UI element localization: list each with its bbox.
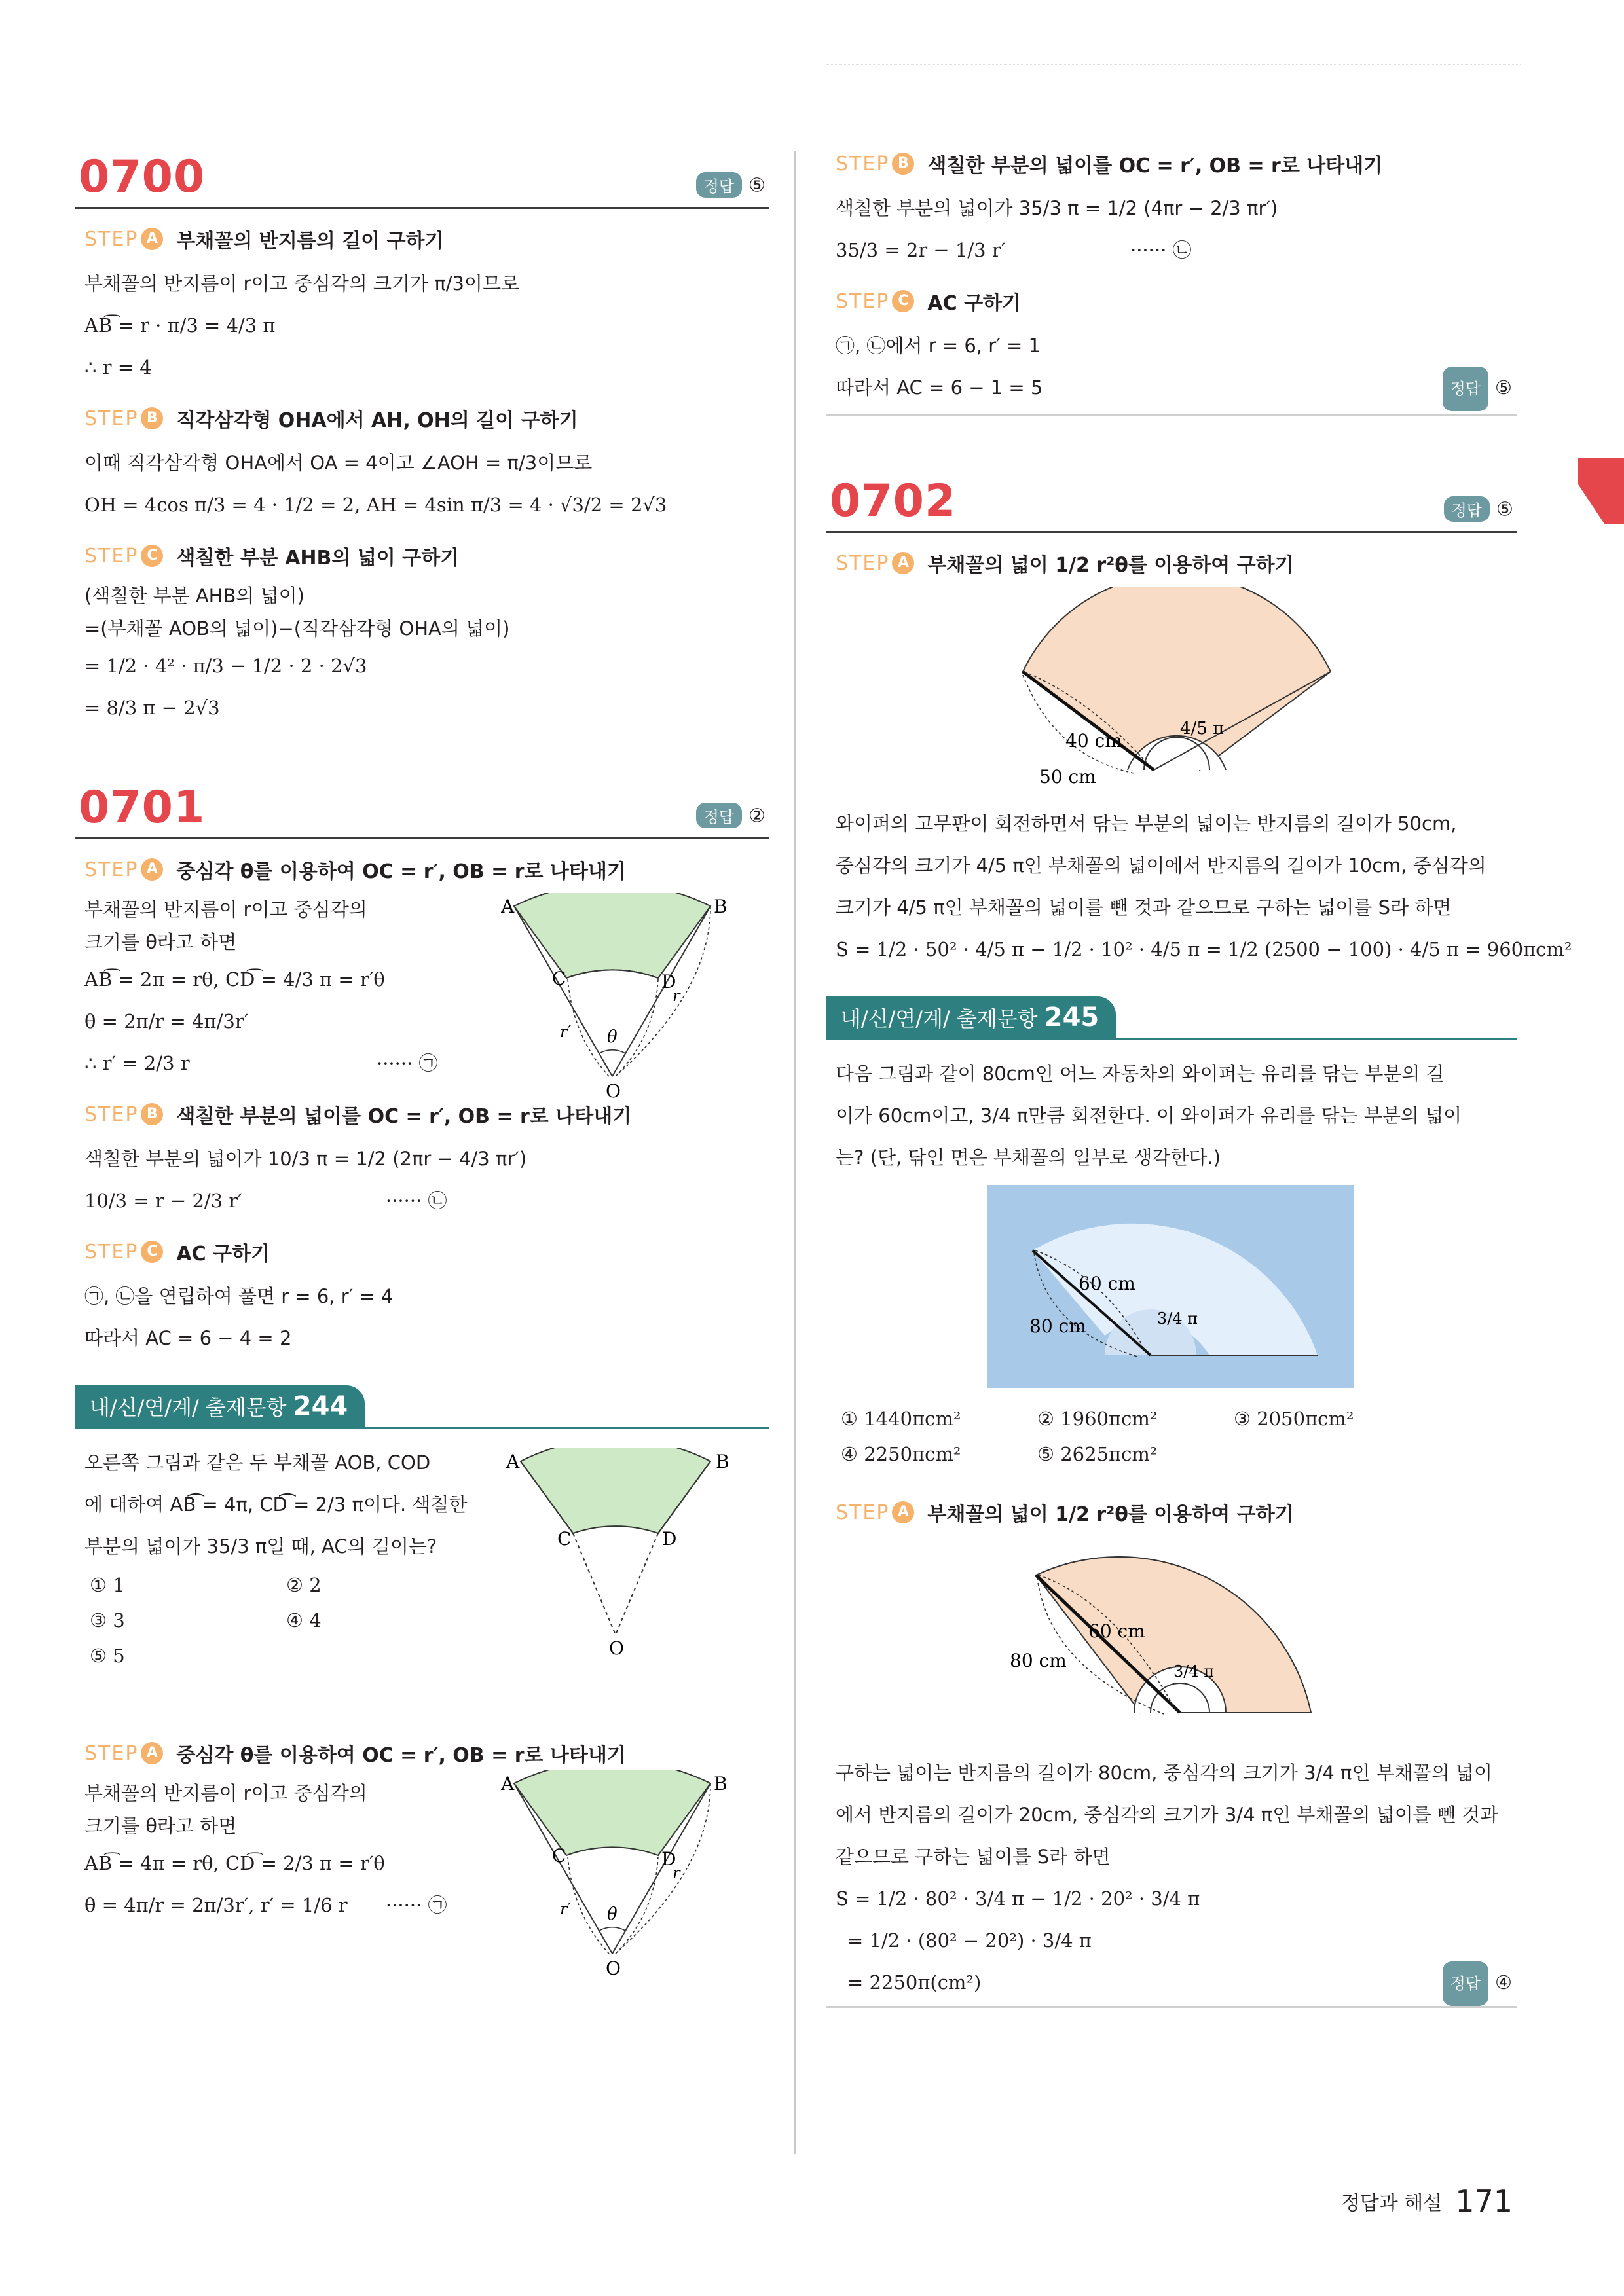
choice-5[interactable]: ⑤ 5 xyxy=(90,1645,125,1667)
sector-figure-244-solution xyxy=(501,1770,776,1986)
text-line: ㉠, ㉡에서 r = 6, r′ = 1 xyxy=(836,335,1041,357)
chapter-tab xyxy=(1578,458,1624,524)
step-letter: A xyxy=(141,228,163,250)
question-line: 오른쪽 그림과 같은 두 부채꼴 AOB, COD xyxy=(84,1451,431,1474)
text-line: 따라서 AC = 6 − 4 = 2 xyxy=(84,1327,292,1349)
text-line: 부채꼴의 반지름이 r이고 중심각의 xyxy=(84,898,367,920)
choice-5[interactable]: ⑤ 2625πcm² xyxy=(1037,1443,1158,1465)
step-a xyxy=(84,855,769,884)
equation-marker: ······ ㉠ xyxy=(377,1052,438,1074)
step-c xyxy=(84,541,769,570)
column-divider xyxy=(794,151,796,2154)
step-title: 직각삼각형 OHA에서 AH, OH의 길이 구하기 xyxy=(176,409,578,432)
question-244 xyxy=(75,1442,769,1723)
question-line: 는? (단, 닦인 면은 부채꼴의 일부로 생각한다.) xyxy=(836,1146,1221,1169)
problem-0700 xyxy=(75,144,769,729)
answer-box xyxy=(1444,496,1513,522)
figure-wrap xyxy=(826,587,1517,803)
equation-text: 35/3 = 2r − 1/3 r′ xyxy=(836,239,1006,261)
label-r: r xyxy=(673,987,680,1005)
step-title: 중심각 θ를 이용하여 OC = r′, OB = r로 나타내기 xyxy=(176,860,626,883)
step-letter: B xyxy=(892,153,914,175)
step-title: AC 구하기 xyxy=(927,292,1022,315)
left-column xyxy=(75,144,769,1979)
equation: AB͡ = 2π = rθ, CD͡ = 4/3 π = r′θ xyxy=(84,968,385,991)
step-title: AC 구하기 xyxy=(176,1243,270,1266)
answer-box xyxy=(1443,1961,1512,2006)
answer-tag: 정답 xyxy=(696,172,742,198)
step-a-body xyxy=(75,1773,769,1979)
answer-box xyxy=(696,172,766,198)
equation-text: 10/3 = r − 2/3 r′ xyxy=(84,1190,242,1212)
equation xyxy=(836,229,1517,271)
text-line xyxy=(836,367,1517,409)
step-a xyxy=(84,225,769,253)
text-line: 에서 반지름의 길이가 20cm, 중심각의 크기가 3/4 π인 부채꼴의 넓이를 뺀 것과 xyxy=(836,1804,1499,1826)
step-c xyxy=(84,1237,769,1266)
problem-0701 xyxy=(75,774,769,1359)
question-line: 다음 그림과 같이 80cm인 어느 자동차의 와이퍼는 유리를 닦는 부분의 길 xyxy=(836,1063,1445,1085)
label-r: r xyxy=(673,1864,680,1882)
question-line: 에 대하여 AB͡ = 4π, CD͡ = 2/3 π이다. 색칠한 xyxy=(84,1493,468,1516)
step-letter: A xyxy=(892,552,914,574)
figure-wrap xyxy=(826,1185,1517,1401)
choice-4[interactable]: ④ 2250πcm² xyxy=(841,1443,961,1465)
problem-number: 0700 xyxy=(79,151,206,203)
question-line: 이가 60cm이고, 3/4 π만큼 회전한다. 이 와이퍼가 유리를 닦는 부분의 넓이 xyxy=(836,1104,1462,1127)
banner-number: 244 xyxy=(293,1391,348,1421)
text-line: 중심각의 크기가 4/5 π인 부채꼴의 넓이에서 반지름의 길이가 10cm, 중심각의 xyxy=(836,854,1486,877)
naesin-banner xyxy=(826,996,1517,1040)
equation: = 1/2 · 4² · π/3 − 1/2 · 2 · 2√3 xyxy=(84,655,367,677)
step-title: 색칠한 부분의 넓이를 OC = r′, OB = r로 나타내기 xyxy=(927,155,1383,177)
step-letter: A xyxy=(892,1501,914,1523)
text-line: =(부채꼴 AOB의 넓이)−(직각삼각형 OHA의 넓이) xyxy=(84,617,510,640)
choice-1[interactable]: ① 1 xyxy=(90,1574,125,1596)
label-80cm: 80 cm xyxy=(1029,1315,1086,1337)
equation: S = 1/2 · 80² · 3/4 π − 1/2 · 20² · 3/4 π xyxy=(836,1887,1200,1910)
text-line: 부채꼴의 반지름이 r이고 중심각의 xyxy=(84,1782,367,1804)
label-a: A xyxy=(501,896,515,917)
step-letter: C xyxy=(141,1241,163,1263)
sector-figure-244 xyxy=(501,1448,776,1664)
equation-text: ∴ r′ = 2/3 r xyxy=(84,1052,190,1074)
label-c: C xyxy=(557,1528,572,1550)
step-title: 부채꼴의 넓이 1/2 r²θ를 이용하여 구하기 xyxy=(927,1503,1294,1526)
step-label: STEP xyxy=(84,1741,139,1765)
sector-figure-0701 xyxy=(501,893,776,1109)
step-a-body xyxy=(75,893,769,1102)
choice-1[interactable]: ① 1440πcm² xyxy=(841,1408,961,1430)
step-label: STEP xyxy=(84,1240,139,1264)
step-a xyxy=(84,1739,769,1768)
step-title: 부채꼴의 넓이 1/2 r²θ를 이용하여 구하기 xyxy=(927,554,1294,577)
answer-value: ② xyxy=(748,804,766,827)
equation: ∴ r = 4 xyxy=(84,356,152,378)
equation-text: θ = 4π/r = 2π/3r′, r′ = 1/6 r xyxy=(84,1894,348,1916)
page-number: 171 xyxy=(1455,2183,1513,2219)
wiper-figure-245-solution xyxy=(1010,1536,1324,1745)
naesin-245 xyxy=(826,996,1517,2008)
answer-box xyxy=(1443,367,1512,411)
choice-2[interactable]: ② 1960πcm² xyxy=(1037,1408,1158,1430)
label-angle: 3/4 π xyxy=(1173,1662,1215,1681)
step-letter: A xyxy=(141,1742,163,1764)
text-line: 부채꼴의 반지름이 r이고 중심각의 크기가 π/3이므로 xyxy=(84,272,519,295)
step-label: STEP xyxy=(836,289,890,313)
page-footer xyxy=(1341,2183,1513,2219)
banner-bar xyxy=(75,1385,365,1427)
label-80cm: 80 cm xyxy=(1010,1650,1067,1671)
wiper-figure-0702 xyxy=(1003,587,1344,796)
label-d: D xyxy=(661,1848,676,1870)
wiper-figure-245 xyxy=(987,1185,1354,1388)
answer-value: ⑤ xyxy=(1496,498,1513,520)
top-rule xyxy=(826,64,1521,65)
equation xyxy=(836,1961,1517,2003)
step-label: STEP xyxy=(84,544,139,568)
step-label: STEP xyxy=(836,152,890,175)
label-o: O xyxy=(606,1958,621,1979)
problem-number: 0702 xyxy=(830,475,957,527)
label-60cm: 60 cm xyxy=(1079,1273,1135,1294)
label-d: D xyxy=(661,971,676,993)
label-a: A xyxy=(501,1773,515,1795)
text-line: 같으므로 구하는 넓이를 S라 하면 xyxy=(836,1846,1111,1868)
naesin-banner xyxy=(75,1385,769,1429)
label-60cm: 60 cm xyxy=(1088,1620,1145,1642)
equation: = 1/2 · (80² − 20²) · 3/4 π xyxy=(847,1929,1092,1952)
step-c xyxy=(836,287,1517,316)
text-line: 구하는 넓이는 반지름의 길이가 80cm, 중심각의 크기가 3/4 π인 부채꼴의 넓이 xyxy=(836,1762,1493,1784)
choice-4[interactable]: ④ 4 xyxy=(286,1609,322,1631)
label-b: B xyxy=(716,1451,729,1472)
text-line-content: 따라서 AC = 6 − 1 = 5 xyxy=(836,376,1043,399)
label-40cm: 40 cm xyxy=(1065,730,1122,752)
problem-number: 0701 xyxy=(79,782,206,833)
equation: S = 1/2 · 50² · 4/5 π − 1/2 · 10² · 4/5 π = 1/2 (2500 − 100) · 4/5 π = 960πcm² xyxy=(836,938,1572,960)
text-line: 색칠한 부분의 넓이가 10/3 π = 1/2 (2πr − 4/3 πr′) xyxy=(84,1148,527,1170)
text-line: ㉠, ㉡을 연립하여 풀면 r = 6, r′ = 4 xyxy=(84,1285,394,1307)
label-a: A xyxy=(506,1451,520,1472)
equation: = 8/3 π − 2√3 xyxy=(84,697,220,719)
label-b: B xyxy=(714,896,728,917)
equation-marker: ······ ㉡ xyxy=(386,1190,447,1212)
step-b xyxy=(84,404,769,433)
step-label: STEP xyxy=(836,1501,890,1524)
equation: θ = 2π/r = 4π/3r′ xyxy=(84,1010,249,1032)
step-letter: B xyxy=(141,1103,163,1125)
choice-3[interactable]: ③ 3 xyxy=(90,1609,125,1631)
section-rule xyxy=(826,2006,1517,2008)
label-c: C xyxy=(552,1845,566,1867)
step-letter: C xyxy=(141,545,163,567)
right-column xyxy=(826,144,1572,2008)
text-line: 색칠한 부분의 넓이가 35/3 π = 1/2 (4πr − 2/3 πr′) xyxy=(836,197,1278,219)
section-rule xyxy=(826,414,1517,416)
question-line: 부분의 넓이가 35/3 π일 때, AC의 길이는? xyxy=(84,1535,437,1558)
equation: AB͡ = r · π/3 = 4/3 π xyxy=(84,314,276,337)
naesin-244-continued xyxy=(826,149,1517,416)
answer-value: ⑤ xyxy=(1495,376,1512,399)
equation: OH = 4cos π/3 = 4 · 1/2 = 2, AH = 4sin π/3 = 4 · √3/2 = 2√3 xyxy=(84,494,667,516)
label-c: C xyxy=(552,968,566,989)
step-label: STEP xyxy=(84,1102,139,1126)
label-theta: θ xyxy=(607,1904,618,1924)
label-o: O xyxy=(609,1637,624,1659)
step-title: 색칠한 부분의 넓이를 OC = r′, OB = r로 나타내기 xyxy=(176,1105,632,1128)
naesin-244 xyxy=(75,1385,769,1979)
equation-marker: ······ ㉡ xyxy=(1130,239,1192,261)
answer-tag: 정답 xyxy=(1443,367,1488,411)
label-r-prime: r′ xyxy=(560,1900,571,1918)
answer-tag: 정답 xyxy=(1444,496,1490,522)
banner-text: 내/신/연/계/ 출제문항 xyxy=(841,1006,1038,1031)
text-line: 와이퍼의 고무판이 회전하면서 닦는 부분의 넓이는 반지름의 길이가 50cm, xyxy=(836,812,1457,835)
text-line: (색칠한 부분 AHB의 넓이) xyxy=(84,585,304,607)
label-b: B xyxy=(714,1773,728,1795)
step-b xyxy=(836,149,1517,178)
label-angle: 3/4 π xyxy=(1157,1309,1198,1328)
answer-tag: 정답 xyxy=(696,803,742,828)
banner-text: 내/신/연/계/ 출제문항 xyxy=(90,1395,287,1420)
choice-2[interactable]: ② 2 xyxy=(286,1574,322,1596)
step-label: STEP xyxy=(84,227,139,251)
step-a xyxy=(836,549,1517,577)
equation: AB͡ = 4π = rθ, CD͡ = 2/3 π = r′θ xyxy=(84,1852,385,1874)
text-line: 크기를 θ라고 하면 xyxy=(84,931,237,953)
step-label: STEP xyxy=(84,407,139,430)
text-line: 이때 직각삼각형 OHA에서 OA = 4이고 ∠AOH = π/3이므로 xyxy=(84,452,593,474)
answer-value: ④ xyxy=(1495,1971,1512,1994)
label-theta: θ xyxy=(607,1027,618,1047)
text-line: 크기를 θ라고 하면 xyxy=(84,1815,237,1837)
problem-header xyxy=(826,468,1517,533)
answer-tag: 정답 xyxy=(1443,1961,1488,2006)
label-angle: 4/5 π xyxy=(1180,719,1225,738)
step-label: STEP xyxy=(836,551,890,575)
choice-3[interactable]: ③ 2050πcm² xyxy=(1234,1408,1354,1430)
text-line: 크기가 4/5 π인 부채꼴의 넓이를 뺀 것과 같으므로 구하는 넓이를 S라 하면 xyxy=(836,896,1452,919)
step-letter: A xyxy=(141,858,163,881)
step-label: STEP xyxy=(84,858,139,881)
step-title: 부채꼴의 반지름의 길이 구하기 xyxy=(176,230,444,253)
figure-wrap xyxy=(826,1536,1517,1752)
step-letter: C xyxy=(892,290,914,312)
banner-number: 245 xyxy=(1044,1002,1099,1032)
label-o: O xyxy=(606,1080,621,1102)
label-r-prime: r′ xyxy=(560,1023,571,1041)
equation-marker: ······ ㉠ xyxy=(386,1894,447,1916)
label-50cm: 50 cm xyxy=(1039,766,1096,788)
equation xyxy=(84,1180,769,1222)
step-a xyxy=(836,1498,1517,1527)
step-letter: B xyxy=(141,407,163,429)
equation-text: = 2250π(cm²) xyxy=(847,1971,982,1994)
problem-header xyxy=(75,144,769,209)
banner-bar xyxy=(826,996,1116,1038)
answer-value: ⑤ xyxy=(748,173,766,196)
answer-box xyxy=(696,803,766,828)
problem-header xyxy=(75,774,769,839)
choices xyxy=(841,1401,1517,1472)
footer-title: 정답과 해설 xyxy=(1340,2192,1443,2215)
problem-0702 xyxy=(826,468,1572,970)
step-title: 중심각 θ를 이용하여 OC = r′, OB = r로 나타내기 xyxy=(176,1744,626,1767)
step-title: 색칠한 부분 AHB의 넓이 구하기 xyxy=(176,547,460,570)
label-d: D xyxy=(662,1528,677,1550)
